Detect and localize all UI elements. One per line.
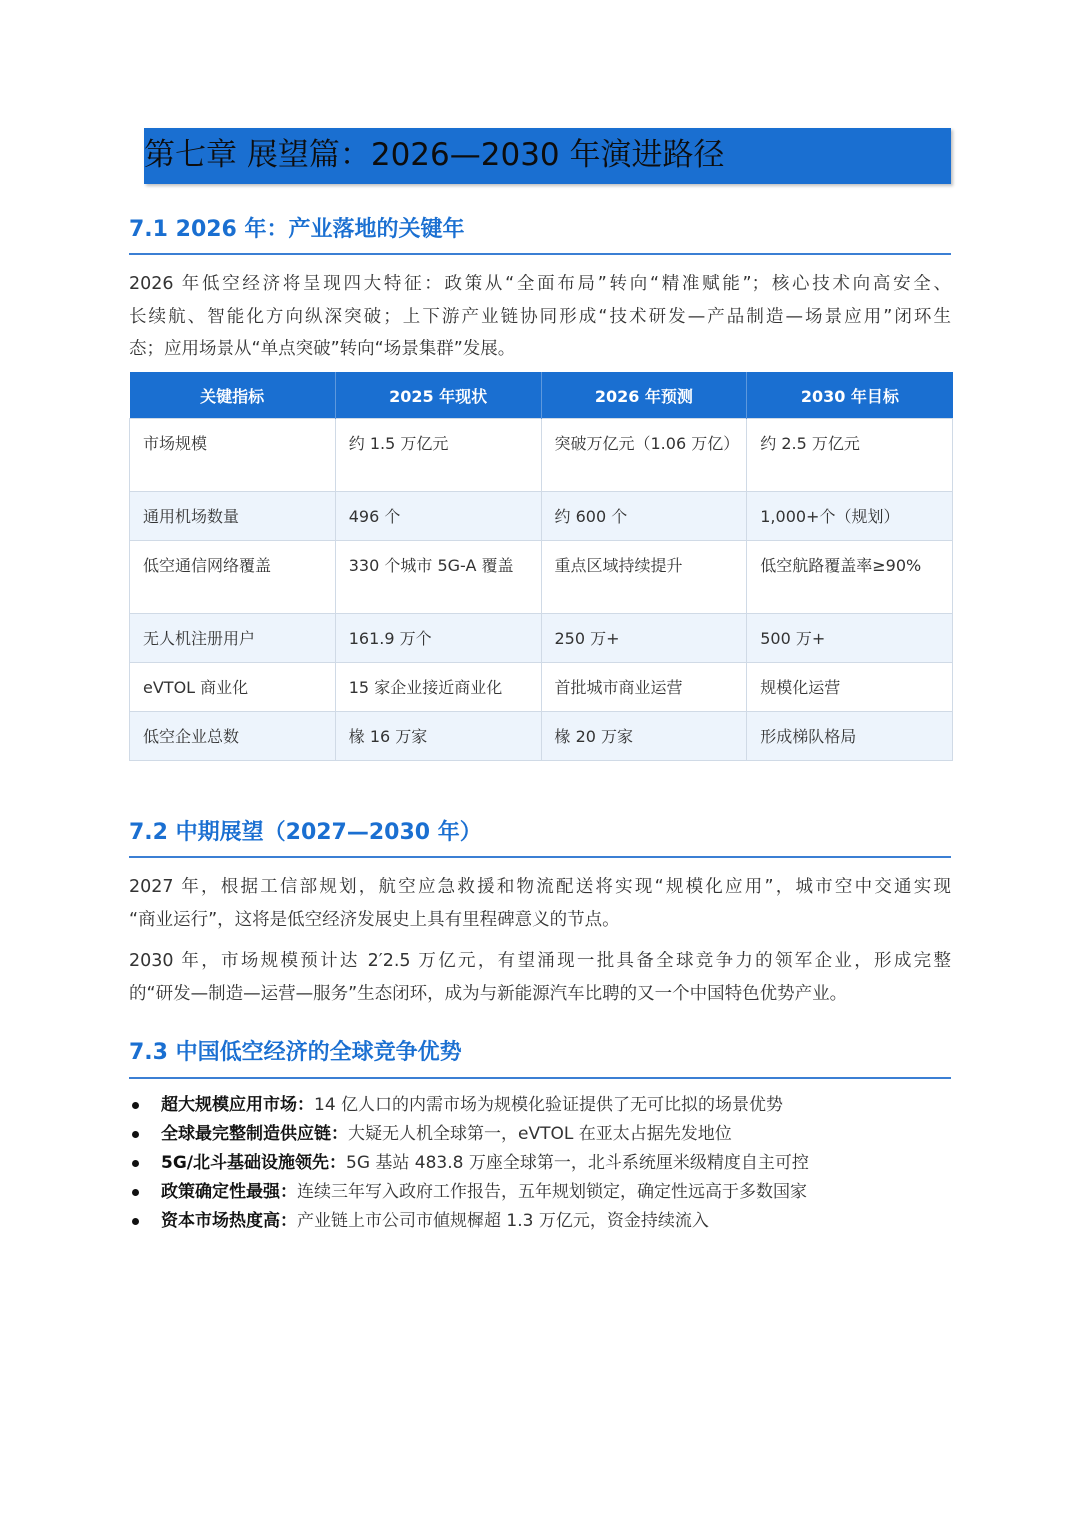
section-heading-7-1: 7.1 2026 年：产业落地的关键年 xyxy=(129,217,465,242)
bullet-icon xyxy=(132,1102,139,1109)
bullet-text: 5G 基站 483.8 万座全球第一，北斗系统厘米级精度自主可控 xyxy=(346,1153,809,1173)
paragraph-line: 的“研发—制造—运营—服务”生态闭环，成为与新能源汽车比聘的又一个中国特色优势产业。 xyxy=(129,983,848,1004)
table-cell: 15 家企业接近商业化 xyxy=(335,663,541,712)
table-cell: 椽 20 万家 xyxy=(541,712,747,761)
section-divider xyxy=(129,253,951,255)
table-cell: 规模化运营 xyxy=(747,663,953,712)
paragraph-line: 2030 年，市场规模预计达 2′2.5 万亿元，有望涌现一批具备全球竞争力的领军企业，形成完整 xyxy=(129,951,951,971)
bullet-text: 14 亿人口的内需市场为规模化验证提供了无可比拟的场景优势 xyxy=(314,1095,784,1115)
list-item xyxy=(129,1149,951,1178)
bullet-label: 全球最完整制造供应链： xyxy=(161,1124,348,1144)
bullet-text: 连续三年写入政府工作报告，五年规划锁定，确定性远高于多数国家 xyxy=(297,1182,807,1202)
header-indicator: 关键指标 xyxy=(130,372,336,419)
table-cell: 1,000+个（规划） xyxy=(747,492,953,541)
chapter-title: 第七章 展望篇：2026—2030 年演进路径 xyxy=(144,137,725,173)
table-cell: 约 2.5 万亿元 xyxy=(747,419,953,492)
advantages-list xyxy=(129,1091,951,1236)
bullet-label: 资本市场热度高： xyxy=(161,1211,297,1231)
section-heading-7-2: 7.2 中期展望（2027—2030 年） xyxy=(129,820,482,845)
table-cell: 市场规模 xyxy=(130,419,336,492)
table-cell: 496 个 xyxy=(335,492,541,541)
table-row xyxy=(130,419,953,492)
table-cell: 无人机注册用户 xyxy=(130,614,336,663)
paragraph-line: 2026 年低空经济将呈现四大特征：政策从“全面布局”转向“精准赋能”；核心技术向高安全、 xyxy=(129,274,951,294)
table-cell: 通用机场数量 xyxy=(130,492,336,541)
section-divider xyxy=(129,1077,951,1079)
table-row xyxy=(130,663,953,712)
table-row xyxy=(130,492,953,541)
paragraph-line: 2027 年，根据工信部规划，航空应急救援和物流配送将实现“规模化应用”，城市空中交通实现 xyxy=(129,877,951,897)
table-row xyxy=(130,712,953,761)
bullet-label: 5G/北斗基础设施领先： xyxy=(161,1153,346,1173)
section-7-1-paragraph xyxy=(129,268,951,366)
section-7-2-paragraph-1 xyxy=(129,871,951,936)
table-cell: 首批城市商业运营 xyxy=(541,663,747,712)
bullet-label: 超大规模应用市场： xyxy=(161,1095,314,1115)
table-cell: 161.9 万个 xyxy=(335,614,541,663)
table-cell: eVTOL 商业化 xyxy=(130,663,336,712)
section-divider xyxy=(129,856,951,858)
bullet-icon xyxy=(132,1218,139,1225)
section-7-2-paragraph-2 xyxy=(129,945,951,1010)
table-cell: 250 万+ xyxy=(541,614,747,663)
paragraph-line: “商业运行”，这将是低空经济发展史上具有里程碑意义的节点。 xyxy=(129,909,620,930)
bullet-text: 产业链上市公司市値规樨超 1.3 万亿元，资金持续流入 xyxy=(297,1211,709,1231)
list-item xyxy=(129,1120,951,1149)
table-row xyxy=(130,541,953,614)
list-item xyxy=(129,1178,951,1207)
bullet-text: 大疑无人机全球第一，eVTOL 在亚太占据先发地位 xyxy=(348,1124,732,1144)
table-cell: 约 1.5 万亿元 xyxy=(335,419,541,492)
table-cell: 突破万亿元（1.06 万亿） xyxy=(541,419,747,492)
table-cell: 重点区域持续提升 xyxy=(541,541,747,614)
table-header-row xyxy=(130,372,953,419)
chapter-banner xyxy=(144,128,951,184)
table-cell: 低空企业总数 xyxy=(130,712,336,761)
table-cell: 形成梯队格局 xyxy=(747,712,953,761)
list-item xyxy=(129,1207,951,1236)
table-cell: 330 个城市 5G-A 覆盖 xyxy=(335,541,541,614)
header-2025: 2025 年现状 xyxy=(335,372,541,419)
header-2026: 2026 年预测 xyxy=(541,372,747,419)
table-row xyxy=(130,614,953,663)
table-cell: 约 600 个 xyxy=(541,492,747,541)
bullet-label: 政策确定性最强： xyxy=(161,1182,297,1202)
header-2030: 2030 年目标 xyxy=(747,372,953,419)
section-heading-7-3: 7.3 中国低空经济的全球竞争优势 xyxy=(129,1040,462,1065)
table-cell: 500 万+ xyxy=(747,614,953,663)
bullet-icon xyxy=(132,1189,139,1196)
key-indicators-table xyxy=(129,372,953,761)
bullet-icon xyxy=(132,1160,139,1167)
paragraph-line: 长续航、智能化方向纵深突破；上下游产业链协同形成“技术研发—产品制造—场景应用”闭环生 xyxy=(129,306,951,327)
bullet-icon xyxy=(132,1131,139,1138)
paragraph-line: 态；应用场景从“单点突破”转向“场景集群”发展。 xyxy=(129,339,516,359)
table-cell: 低空通信网络覆盖 xyxy=(130,541,336,614)
list-item xyxy=(129,1091,951,1120)
table-cell: 低空航路覆盖率≥90% xyxy=(747,541,953,614)
table-cell: 椽 16 万家 xyxy=(335,712,541,761)
